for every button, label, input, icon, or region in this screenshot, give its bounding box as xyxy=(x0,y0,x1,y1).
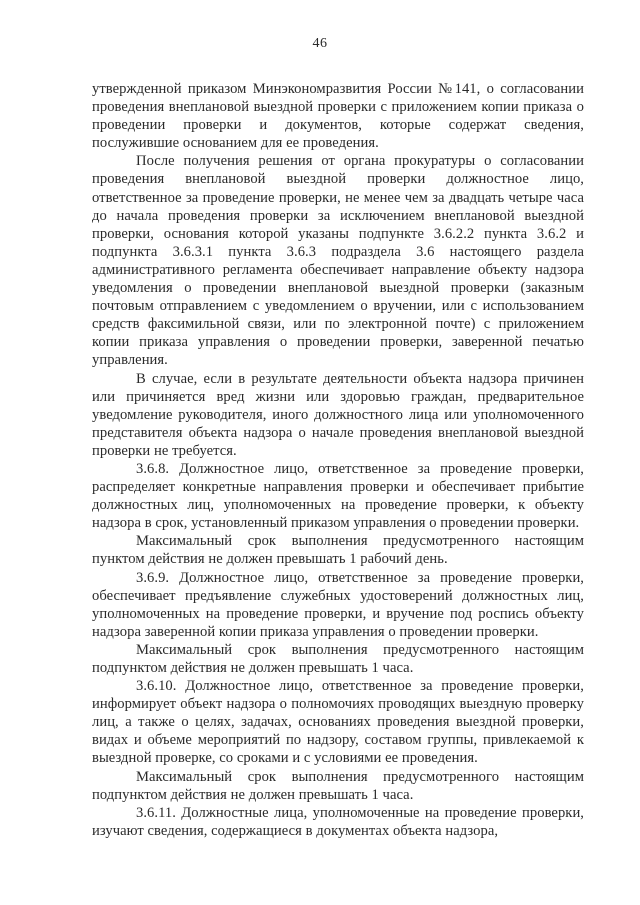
paragraph-3-6-11: 3.6.11. Должностные лица, уполномоченные на проведение проверки, изучают сведения, содержащиеся в документах объекта надзора, xyxy=(92,804,584,839)
paragraph-harm-case: В случае, если в результате деятельности объекта надзора причинен или причиняется вред жизни или здоровью граждан, предварительное уведомление руководителя, иного должностного лица или уполномоченного представителя объекта надзора о начале проведения внеплановой выездной проверки не требуется. xyxy=(92,370,584,459)
paragraph-max-term-3: Максимальный срок выполнения предусмотренного настоящим подпунктом действия не должен превышать 1 часа. xyxy=(92,768,584,803)
paragraph-max-term-2: Максимальный срок выполнения предусмотренного настоящим подпунктом действия не должен превышать 1 часа. xyxy=(92,641,584,676)
paragraph-3-6-9: 3.6.9. Должностное лицо, ответственное за проведение проверки, обеспечивает предъявление служебных удостоверений должностных лиц, уполномоченных на проведение проверки, и вручение под роспись объекту надзора заверенной копии приказа управления о проведении проверки. xyxy=(92,569,584,640)
page-number: 46 xyxy=(312,36,328,51)
paragraph-continuation: утвержденной приказом Минэкономразвития России №141, о согласовании проведения внеплановой выездной проверки с приложением копии приказа о проведении проверки и документов, которые содержат сведения, послужившие основанием для ее проведения. xyxy=(92,81,584,152)
paragraph-3-6-10: 3.6.10. Должностное лицо, ответственное за проведение проверки, информирует объект надзора о полномочиях проводящих выездную проверку лиц, а также о целях, задачах, основаниях проведения выездной проверки, видах и объеме мероприятий по надзору, составом группы, привлекаемой к выездной проверке, со сроками и с условиями ее проведения. xyxy=(92,678,584,767)
paragraph-3-6-8: 3.6.8. Должностное лицо, ответственное за проведение проверки, распределяет конкретные направления проверки и обеспечивает прибытие должностных лиц, уполномоченных на проведение проверки, к объекту надзора в срок, установленный приказом управления о проведении проверки. xyxy=(92,460,584,532)
document-body xyxy=(92,80,584,840)
paragraph-max-term-1: Максимальный срок выполнения предусмотренного настоящим пунктом действия не должен превышать 1 рабочий день. xyxy=(92,533,584,568)
paragraph-prosecutor-approval: После получения решения от органа прокуратуры о согласовании проведения внеплановой выездной проверки должностное лицо, ответственное за проведение проверки, не менее чем за двадцать четыре часа до начала проведения проверки за исключением внеплановой выездной проверки, основания которой указаны подпункте 3.6.2.2 пункта 3.6.2 и подпункта 3.6.3.1 пункта 3.6.3 подраздела 3.6 настоящего раздела административного регламента обеспечивает направление объекту надзора уведомления о проведении внеплановой выездной проверки (заказным почтовым отправлением с уведомлением о вручении, или с использованием средств факсимильной связи, или по электронной почте) с приложением копии приказа управления о проведении проверки, заверенной печатью управления. xyxy=(92,153,584,369)
